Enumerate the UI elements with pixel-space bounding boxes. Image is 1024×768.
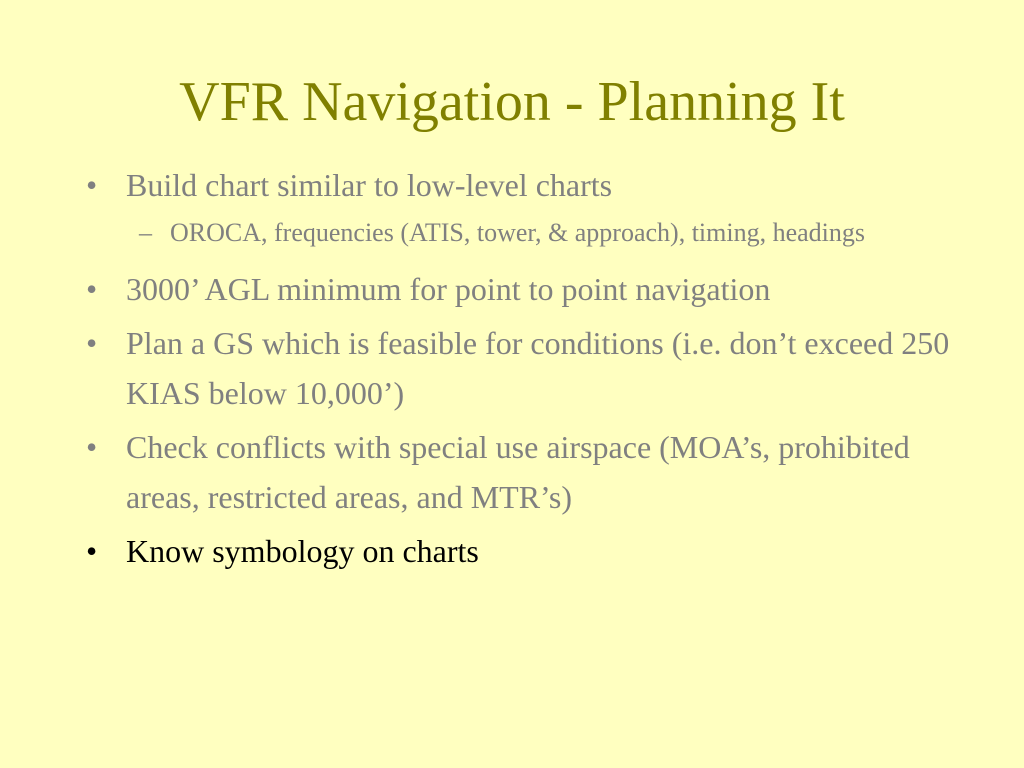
bullet-icon: •	[86, 271, 98, 307]
sub-bullet-text: OROCA, frequencies (ATIS, tower, & approach), timing, headings	[170, 218, 866, 247]
bullet-text: Build chart similar to low-level charts	[126, 167, 613, 203]
bullet-list	[86, 160, 966, 580]
bullet-item-plan-gs	[86, 318, 966, 418]
sub-bullet-item-oroca	[86, 214, 966, 252]
bullet-text: 3000’ AGL minimum for point to point navigation	[126, 271, 771, 307]
bullet-text: Check conflicts with special use airspace (MOA’s, prohibited areas, restricted areas, and MTR’s)	[126, 429, 910, 515]
bullet-text: Plan a GS which is feasible for conditions (i.e. don’t exceed 250 KIAS below 10,000’)	[126, 325, 950, 411]
bullet-item-agl-minimum	[86, 264, 966, 314]
bullet-item-build-chart	[86, 160, 966, 210]
bullet-icon: •	[86, 533, 98, 569]
bullet-icon: •	[86, 429, 98, 465]
dash-icon: –	[139, 218, 152, 247]
bullet-item-know-symbology	[86, 526, 966, 576]
slide-title: VFR Navigation - Planning It	[179, 71, 845, 133]
bullet-icon: •	[86, 167, 98, 203]
bullet-text: Know symbology on charts	[126, 533, 479, 569]
bullet-item-check-conflicts	[86, 422, 966, 522]
bullet-icon: •	[86, 325, 98, 361]
